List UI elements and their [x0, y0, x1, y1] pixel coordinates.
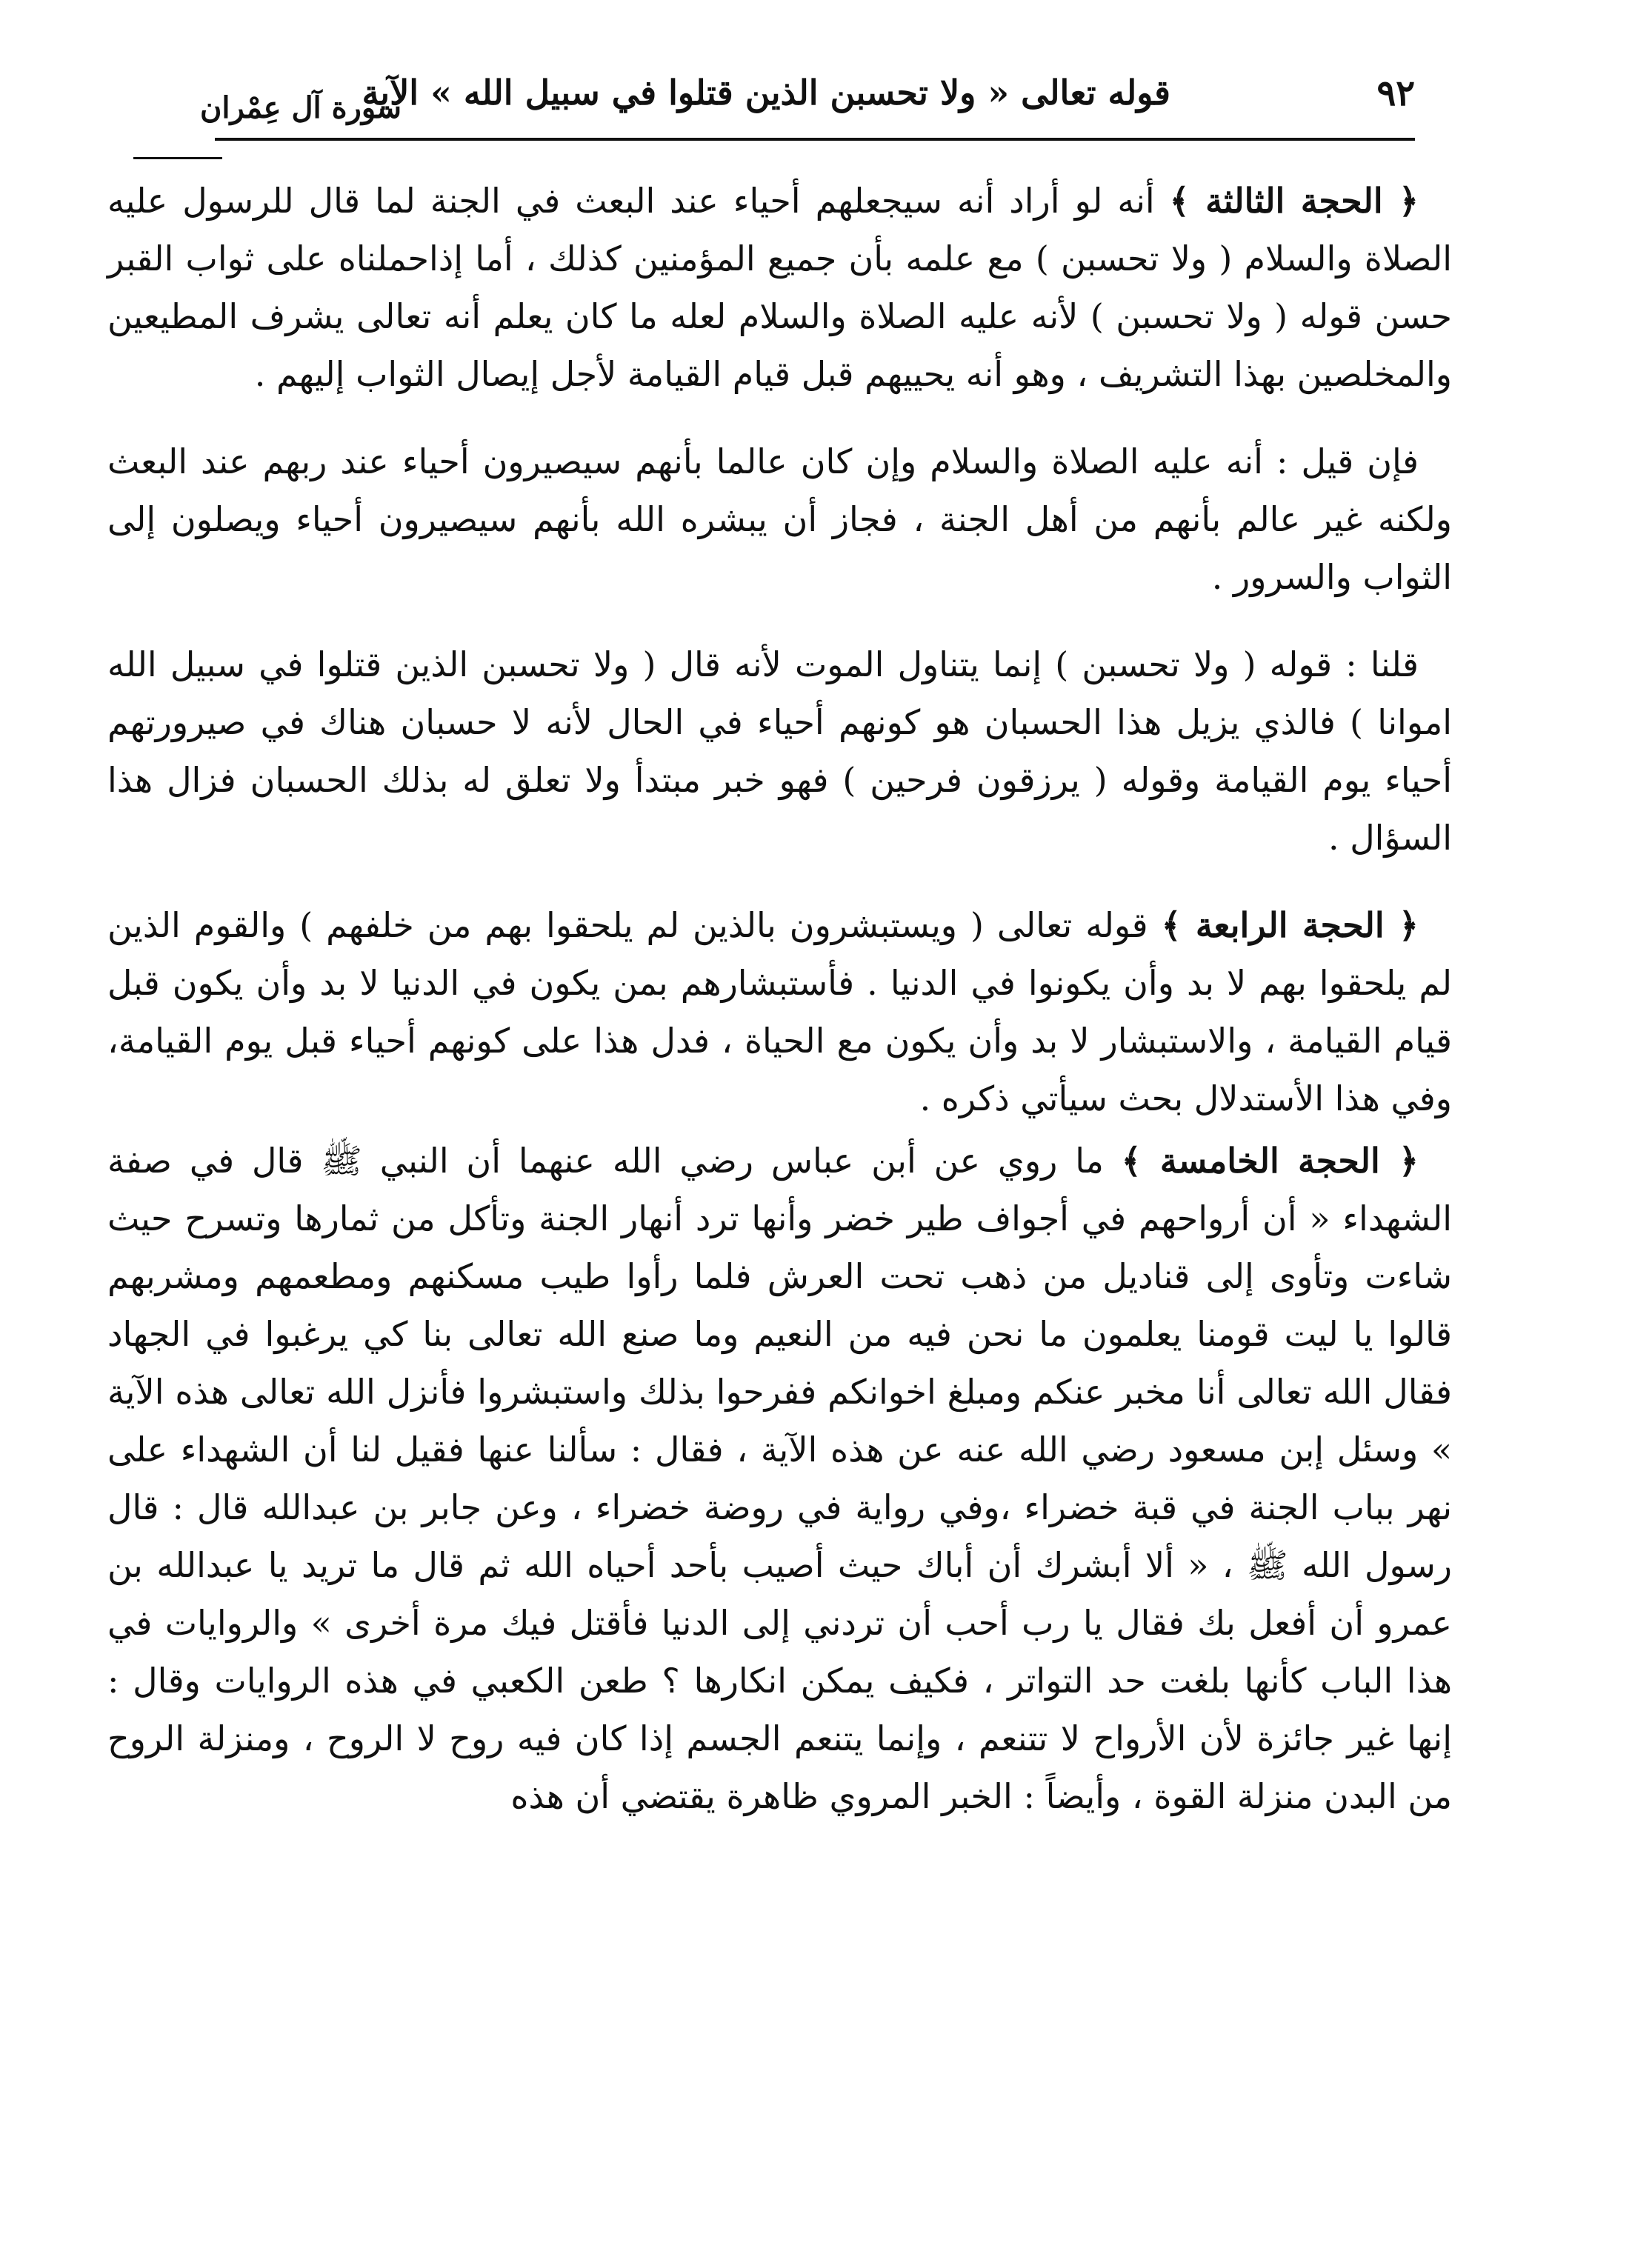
paragraph-objection: [107, 433, 1452, 606]
page-number: ٩٢: [1376, 73, 1415, 114]
paragraph-fifth-argument: [107, 1132, 1452, 1825]
paragraph-text: ما روي عن أبن عباس رضي الله عنهما أن النبي ﷺ قال في صفة الشهداء « أن أرواحهم في أجواف طير خضر وأنها ترد أنهار الجنة وتأكل من ثمارها وتسرح حيث شاءت وتأوى إلى قناديل من ذهب تحت العرش فلما رأوا طيب مسكنهم ومطعمهم ومشربهم قالوا يا ليت قومنا يعلمون ما نحن فيه من النعيم وما صنع الله تعالى بنا كي يرغبوا في الجهاد فقال الله تعالى أنا مخبر عنكم ومبلغ اخوانكم ففرحوا بذلك واستبشروا فأنزل الله تعالى هذه الآية » وسئل إبن مسعود رضي الله عنه عن هذه الآية ، فقال : سألنا عنها فقيل لنا أن الشهداء على نهر بباب الجنة في قبة خضراء ،وفي رواية في روضة خضراء ، وعن جابر بن عبدالله قال : قال رسول الله ﷺ ، « ألا أبشرك أن أباك حيث أصيب بأحد أحياه الله ثم قال ما تريد يا عبدالله بن عمرو أن أفعل بك فقال يا رب أحب أن تردني إلى الدنيا فأقتل فيك مرة أخرى » والروايات في هذا الباب كأنها بلغت حد التواتر ، فكيف يمكن انكارها ؟ طعن الكعبي في هذه الروايات وقال : إنها غير جائزة لأن الأرواح لا تتنعم ، وإنما يتنعم الجسم إذا كان فيه روح لا الروح ، ومنزلة الروح من البدن منزلة القوة ، وأيضاً : الخبر المروي ظاهرة يقتضي أن هذه: [107, 1141, 1453, 1816]
paragraph-text: أنه لو أراد أنه سيجعلهم أحياء عند البعث في الجنة لما قال للرسول عليه الصلاة والسلام ( ولا تحسبن ) مع علمه بأن جميع المؤمنين كذلك ، أما إذاحملناه على ثواب القبر حسن قوله ( ولا تحسبن ) لأنه عليه الصلاة والسلام لعله ما كان يعلم أنه تعالى يشرف المطيعين والمخلصين بهذا التشريف ، وهو أنه يحييهم قبل قيام القيامة لأجل إيصال الثواب إليهم .: [107, 181, 1452, 394]
page-header: [111, 65, 1422, 136]
paragraph-fourth-argument: [107, 896, 1452, 1127]
page-body: [107, 172, 1452, 1825]
running-title: قوله تعالى « ولا تحسبن الذين قتلوا في سبيل الله » الآية: [362, 73, 1170, 113]
paragraph-text: قوله تعالى ( ويستبشرون بالذين لم يلحقوا بهم من خلفهم ) والقوم الذين لم يلحقوا بهم لا بد وأن يكونوا في الدنيا . فأستبشارهم بمن يكون في الدنيا لا بد وأن يكون قبل قيام القيامة ، والاستبشار لا بد وأن يكون مع الحياة ، فدل هذا على كونهم أحياء قبل يوم القيامة، وفي هذا الأستدلال بحث سيأتي ذكره .: [107, 905, 1452, 1118]
paragraph-third-argument: [107, 172, 1452, 403]
header-rule: [215, 138, 1415, 141]
section-label: ﴿ الحجة الثالثة ﴾: [1169, 181, 1419, 221]
paragraph-reply: [107, 636, 1452, 867]
paragraph-text: فإن قيل : أنه عليه الصلاة والسلام وإن كان عالما بأنهم سيصيرون أحياء عند ربهم عند البعث ولكنه غير عالم بأنهم من أهل الجنة ، فجاز أن يبشره الله بأنهم سيصيرون أحياء ويصلون إلى الثواب والسرور .: [107, 441, 1452, 597]
section-label: ﴿ الحجة الرابعة ﴾: [1161, 905, 1419, 945]
paragraph-text: قلنا : قوله ( ولا تحسبن ) إنما يتناول الموت لأنه قال ( ولا تحسبن الذين قتلوا في سبيل الله اموانا ) فالذي يزيل هذا الحسبان هو كونهم أحياء في الحال لأنه لا حسبان هناك في صيرورتهم أحياء يوم القيامة وقوله ( يرزقون فرحين ) فهو خبر مبتدأ ولا تعلق له بذلك الحسبان فزال هذا السؤال .: [107, 644, 1452, 858]
section-label: ﴿ الحجة الخامسة ﴾: [1121, 1141, 1419, 1181]
surah-name: سورة آل عِمْران: [200, 90, 402, 125]
header-short-rule: [133, 157, 222, 159]
